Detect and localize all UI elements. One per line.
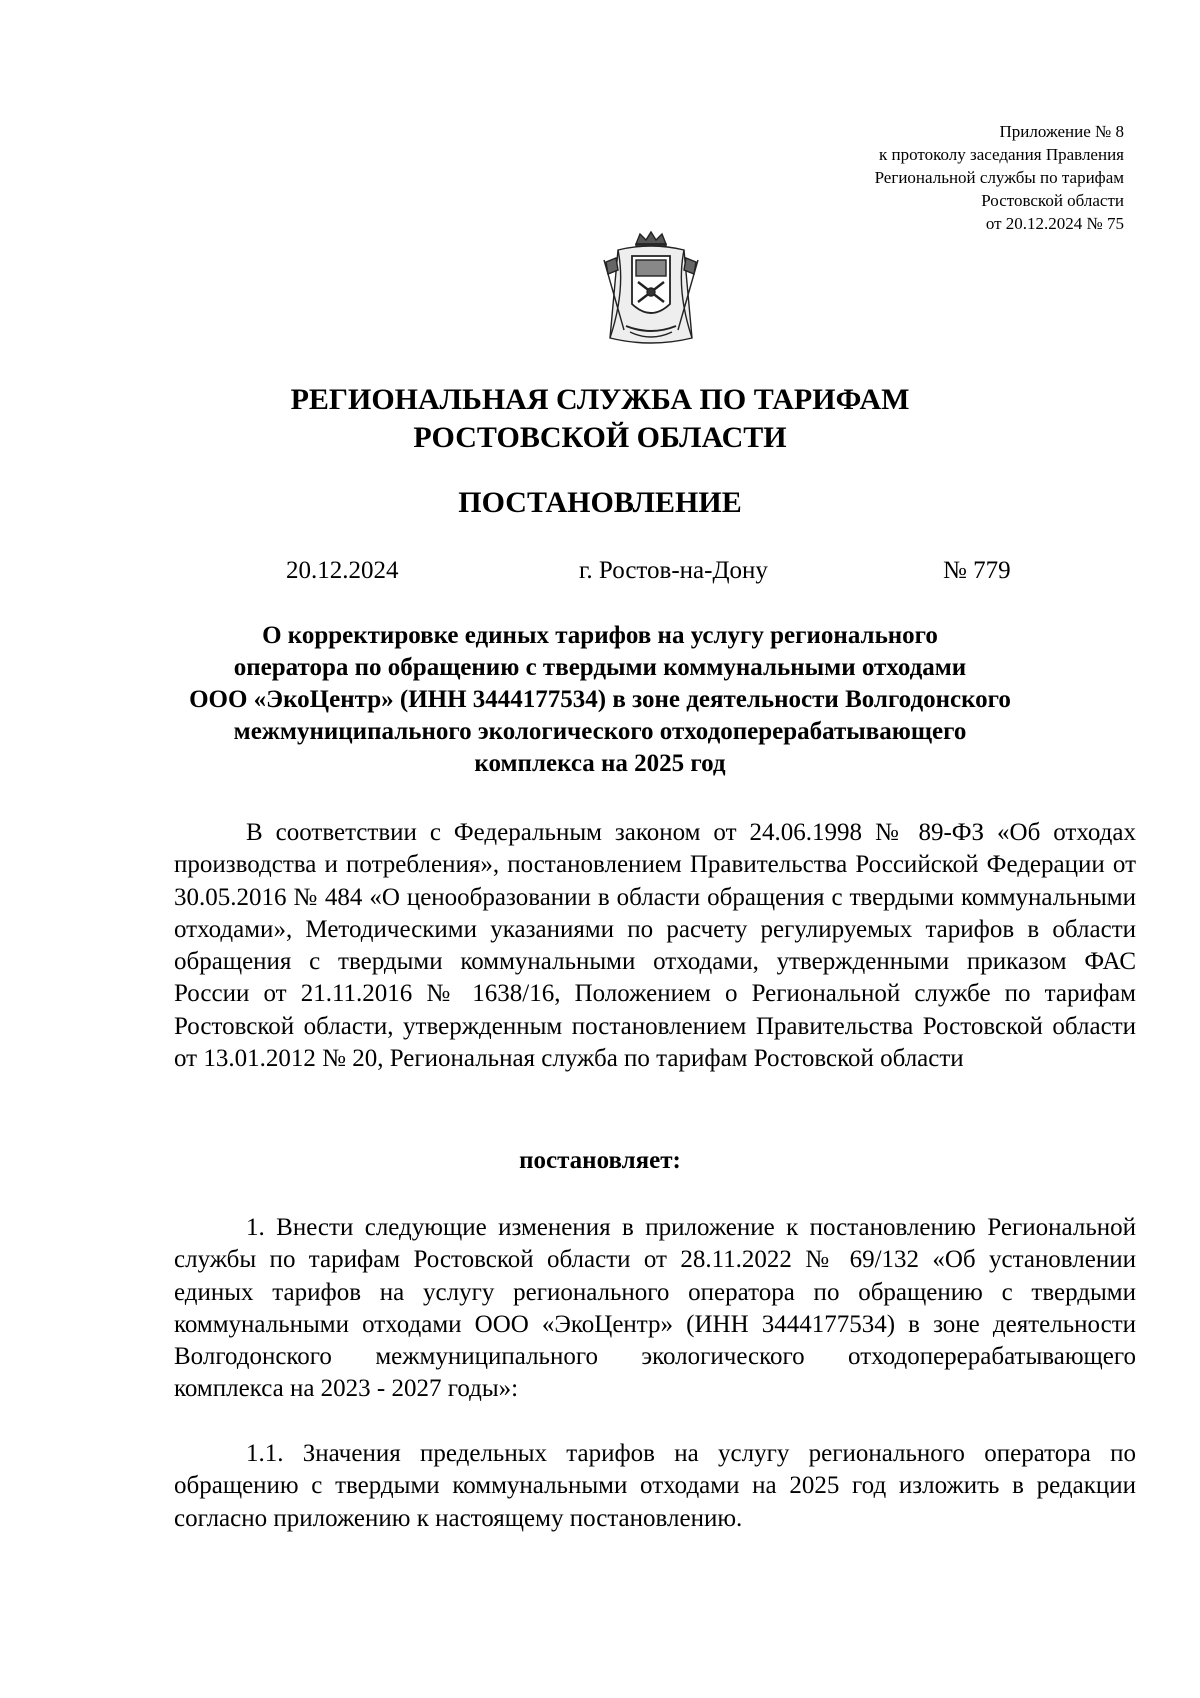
- agency-name-line: РОСТОВСКОЙ ОБЛАСТИ: [413, 421, 787, 454]
- subject-line: ООО «ЭкоЦентр» (ИНН 3444177534) в зоне деятельности Волгодонского: [189, 686, 1011, 713]
- annex-line: от 20.12.2024 № 75: [985, 214, 1124, 233]
- document-type: ПОСТАНОВЛЕНИЕ: [458, 486, 742, 519]
- item-1-paragraph: 1. Внести следующие изменения в приложение к постановлению Региональной службы по тарифам Ростовской области от 28.11.2022 № 69/132 «Об установлении единых тарифов на услугу регионального оператора по обращению с твердыми коммунальными отходами ООО «ЭкоЦентр» (ИНН 3444177534) в зоне деятельности Волгодонского межмуниципального экологического отходоперерабатывающего комплекса на 2023 - 2027 годы»:: [174, 1214, 1136, 1403]
- annex-line: к протоколу заседания Правления: [879, 145, 1124, 164]
- document-number: № 779: [943, 557, 1011, 584]
- subject-line: О корректировке единых тарифов на услугу регионального: [262, 622, 938, 649]
- document-meta: [0, 553, 1200, 589]
- subject-line: межмуниципального экологического отходоперерабатывающего: [233, 718, 967, 745]
- document-city: г. Ростов-на-Дону: [579, 557, 768, 584]
- agency-name-line: РЕГИОНАЛЬНАЯ СЛУЖБА ПО ТАРИФАМ: [290, 383, 910, 416]
- subject-line: комплекса на 2025 год: [474, 750, 726, 777]
- agency-name: [0, 381, 1200, 457]
- document-date: 20.12.2024: [286, 557, 399, 584]
- annex-line: Ростовской области: [981, 191, 1124, 210]
- preamble-paragraph: В соответствии с Федеральным законом от 24.06.1998 № 89-ФЗ «Об отходах производства и потребления», постановлением Правительства Российской Федерации от 30.05.2016 № 484 «О ценообразовании в области обращения с твердыми коммунальными отходами», Методическими указаниями по расчету регулируемых тарифов в области обращения с твердыми коммунальными отходами, утвержденными приказом ФАС России от 21.11.2016 № 1638/16, Положением о Региональной службе по тарифам Ростовской области, утвержденным постановлением Правительства Ростовской области от 13.01.2012 № 20, Региональная служба по тарифам Ростовской области: [174, 819, 1136, 1073]
- subject-line: оператора по обращению с твердыми коммунальными отходами: [233, 654, 967, 681]
- annex-block: [875, 120, 1124, 235]
- document-subject: [150, 620, 1050, 780]
- item-1-1-paragraph: 1.1. Значения предельных тарифов на услугу регионального оператора по обращению с твердыми коммунальными отходами на 2025 год изложить в редакции согласно приложению к настоящему постановлению.: [174, 1440, 1136, 1532]
- annex-line: Региональной службы по тарифам: [874, 168, 1124, 187]
- annex-line: Приложение № 8: [999, 122, 1124, 141]
- decree-word: постановляет:: [519, 1147, 681, 1174]
- coat-of-arms-icon: [596, 230, 706, 350]
